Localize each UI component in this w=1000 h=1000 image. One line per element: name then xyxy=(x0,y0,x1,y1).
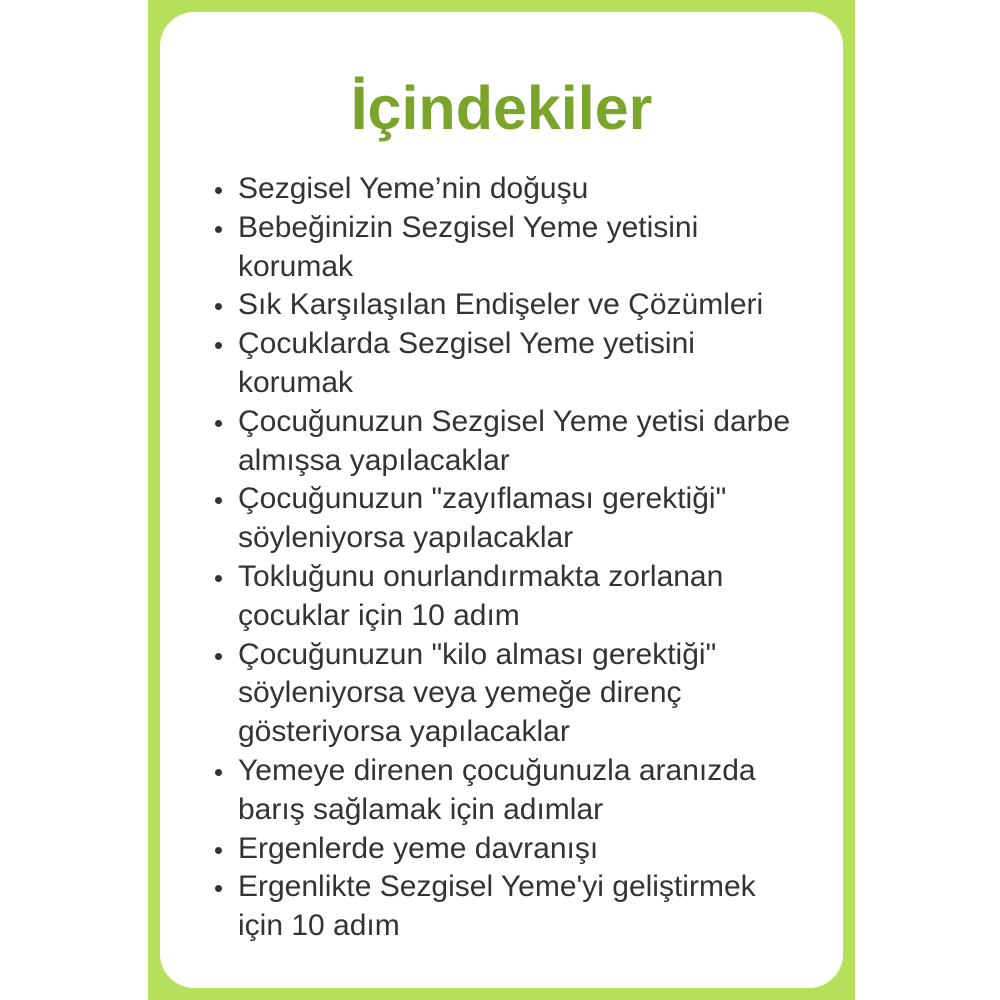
list-item xyxy=(238,752,802,830)
list-item xyxy=(238,830,802,869)
list-item-text: Tokluğunu onurlandırmakta zorlanan çocuklar için 10 adım xyxy=(238,559,724,632)
list-item-text: Ergenlerde yeme davranışı xyxy=(238,831,599,865)
table-of-contents xyxy=(238,170,802,946)
list-item xyxy=(238,325,802,403)
list-item xyxy=(238,286,802,325)
list-item-text: Çocuğunuzun "zayıflaması gerektiği" söyleniyorsa yapılacaklar xyxy=(238,482,727,555)
list-item xyxy=(238,170,802,209)
list-item-text: Çocuğunuzun Sezgisel Yeme yetisi darbe almışsa yapılacaklar xyxy=(238,404,791,477)
bullet-icon xyxy=(215,187,222,194)
list-item-text: Ergenlikte Sezgisel Yeme'yi geliştirmek için 10 adım xyxy=(238,870,756,943)
bullet-icon xyxy=(215,847,222,854)
list-item-text: Çocuğunuzun "kilo alması gerektiği" söyleniyorsa veya yemeğe direnç gösteriyorsa yapılacaklar xyxy=(238,637,717,749)
list-item xyxy=(238,636,802,752)
list-item xyxy=(238,209,802,287)
list-item xyxy=(238,403,802,481)
list-item-text: Yemeye direnen çocuğunuzla aranızda barış sağlamak için adımlar xyxy=(238,753,756,826)
bullet-icon xyxy=(215,226,222,233)
bullet-icon xyxy=(215,769,222,776)
bullet-icon xyxy=(215,420,222,427)
page-title: İçindekiler xyxy=(350,74,653,142)
list-item-text: Çocuklarda Sezgisel Yeme yetisini korumak xyxy=(238,327,695,399)
list-item xyxy=(238,558,802,636)
list-item-text: Sezgisel Yeme’nin doğuşu xyxy=(238,172,589,205)
bullet-icon xyxy=(215,575,222,582)
list-item-text: Bebeğinizin Sezgisel Yeme yetisini korumak xyxy=(238,210,699,283)
bullet-icon xyxy=(215,653,222,660)
list-item xyxy=(238,480,802,558)
list-item-text: Sık Karşılaşılan Endişeler ve Çözümleri xyxy=(238,288,764,322)
list-item xyxy=(238,868,802,946)
